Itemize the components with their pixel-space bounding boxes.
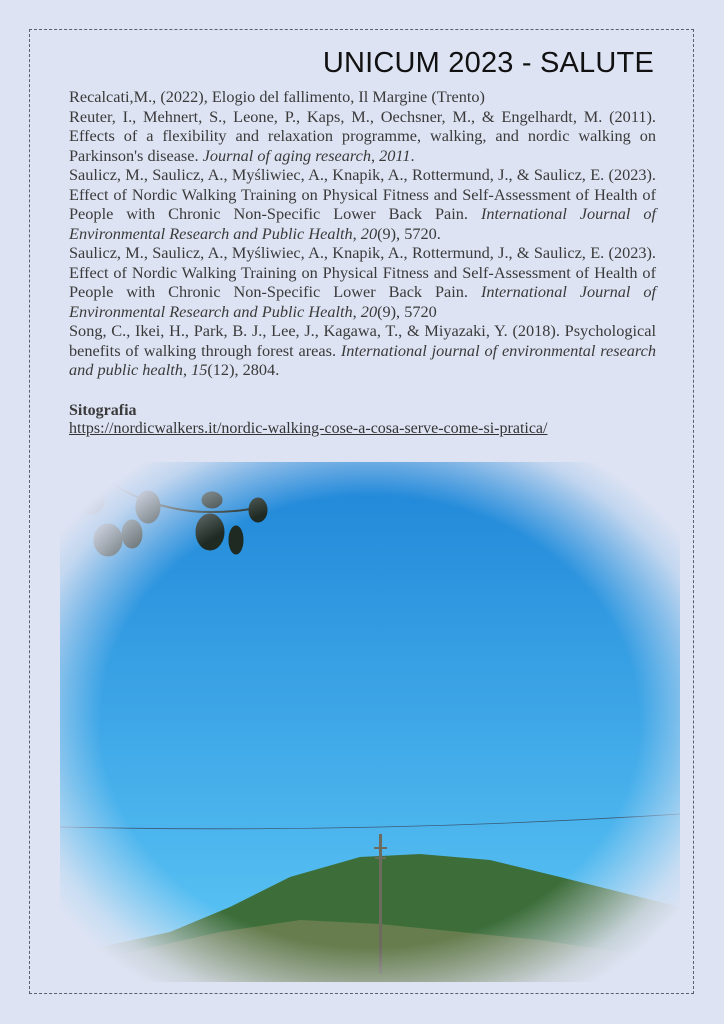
reference-italic: Journal of aging research xyxy=(202,145,371,165)
reference-entry xyxy=(69,87,656,107)
reference-text: . xyxy=(410,145,415,165)
reference-italic: 20 xyxy=(360,301,378,321)
forest-hill-photo xyxy=(60,462,680,982)
reference-italic: 2011 xyxy=(379,145,411,165)
reference-entry xyxy=(69,165,656,243)
reference-italic: 15 xyxy=(191,360,208,379)
sitografia-heading: Sitografia xyxy=(69,402,137,419)
reference-text: (12), 2804. xyxy=(207,360,280,379)
reference-italic: 20 xyxy=(360,223,378,243)
photo-illustration xyxy=(60,462,680,982)
reference-text: , xyxy=(371,145,380,165)
vignette xyxy=(60,462,680,982)
reference-text: , xyxy=(182,360,192,379)
reference-text: (9), 5720 xyxy=(377,301,437,321)
reference-text: (9), 5720. xyxy=(377,223,441,243)
reference-text: , xyxy=(352,223,361,243)
reference-text: Saulicz, M., Saulicz, A., Myśliwiec, A., Knapik, A., Rottermund, J., & Saulicz, E. (2023). Effect of Nordic Walking Training on Physical Fitness and Self-Assessment of Health of People with Chronic Non-Specific Lower Back Pain. xyxy=(69,243,656,301)
reference-entry xyxy=(69,243,656,321)
reference-entry xyxy=(69,321,656,380)
page-title: UNICUM 2023 - SALUTE xyxy=(322,47,654,79)
reference-entry xyxy=(69,107,656,166)
sitografia-link[interactable]: https://nordicwalkers.it/nordic-walking-cose-a-cosa-serve-come-si-pratica/ xyxy=(69,420,548,437)
reference-text: Recalcati,M., (2022), Elogio del fallimento, Il Margine (Trento) xyxy=(69,87,485,106)
reference-italic: International Journal of Environmental Research and Public Health xyxy=(69,204,657,243)
reference-text: Saulicz, M., Saulicz, A., Myśliwiec, A., Knapik, A., Rottermund, J., & Saulicz, E. (2023). Effect of Nordic Walking Training on Physical Fitness and Self-Assessment of Health of People with Chronic Non-Specific Lower Back Pain. xyxy=(69,165,656,223)
reference-text: Reuter, I., Mehnert, S., Leone, P., Kaps, M., Oechsner, M., & Engelhardt, M. (2011). Effects of a flexibility and relaxation programme, walking, and nordic walking on Parkinson's disease. xyxy=(69,106,656,165)
reference-list xyxy=(69,87,656,380)
reference-text: Song, C., Ikei, H., Park, B. J., Lee, J., Kagawa, T., & Miyazaki, Y. (2018). Psychological benefits of walking through forest areas. xyxy=(69,321,656,360)
reference-italic: International Journal of Environmental Research and Public Health xyxy=(69,282,657,321)
reference-text: , xyxy=(352,301,361,321)
reference-italic: International journal of environmental research and public health xyxy=(69,340,657,379)
